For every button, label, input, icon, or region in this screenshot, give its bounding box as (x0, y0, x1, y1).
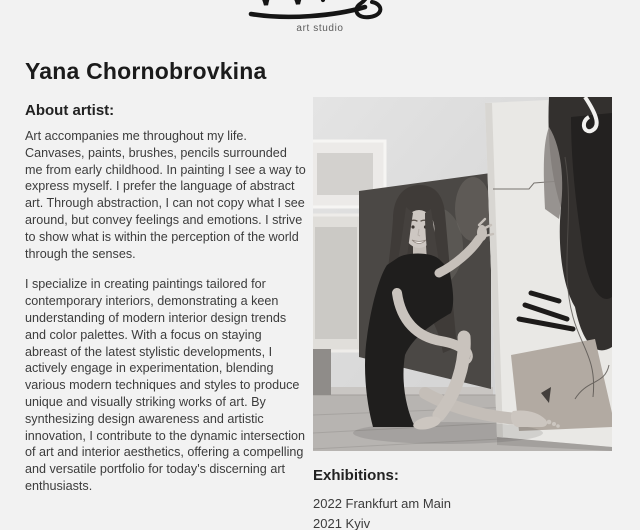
exhibitions-heading: Exhibitions: (313, 467, 399, 484)
exhibition-item: 2021 Kyiv (313, 516, 371, 530)
exhibition-list (313, 494, 451, 530)
about-artist-heading: About artist: (25, 102, 115, 119)
artist-photo-illustration (313, 97, 612, 451)
artist-name-title: Yana Chornobrovkina (25, 58, 267, 84)
abstract-painting (485, 97, 612, 451)
exhibition-item: 2022 Frankfurt am Main (313, 496, 452, 511)
logo-caption: art studio (296, 23, 344, 34)
about-paragraph: I specialize in creating paintings tailored for contemporary interiors, demonstrating a keen understanding of modern interior design trends and color palettes. With a focus on staying abreast of the latest stylistic developments, I actively engage in experimentation, blending various modern techniques and styles to produce unique and visually striking works of art. By synthesizing design awareness and artistic innovation, I contribute to the dynamic intersection of art and interior aesthetics, offering a compelling and versatile portfolio for today's discerning art enthusiasts. (25, 277, 306, 493)
about-artist-text (25, 128, 306, 509)
about-paragraph: Art accompanies me throughout my life. Canvases, paints, brushes, pencils surrounded me from early childhood. In painting I see a way to express myself. I prefer the language of abstract art. Through abstraction, I can not copy what I see around, but convey feelings and emotions. I strive to show what is within the perception of the world through the senses. (25, 129, 306, 261)
artist-photo (313, 97, 612, 451)
